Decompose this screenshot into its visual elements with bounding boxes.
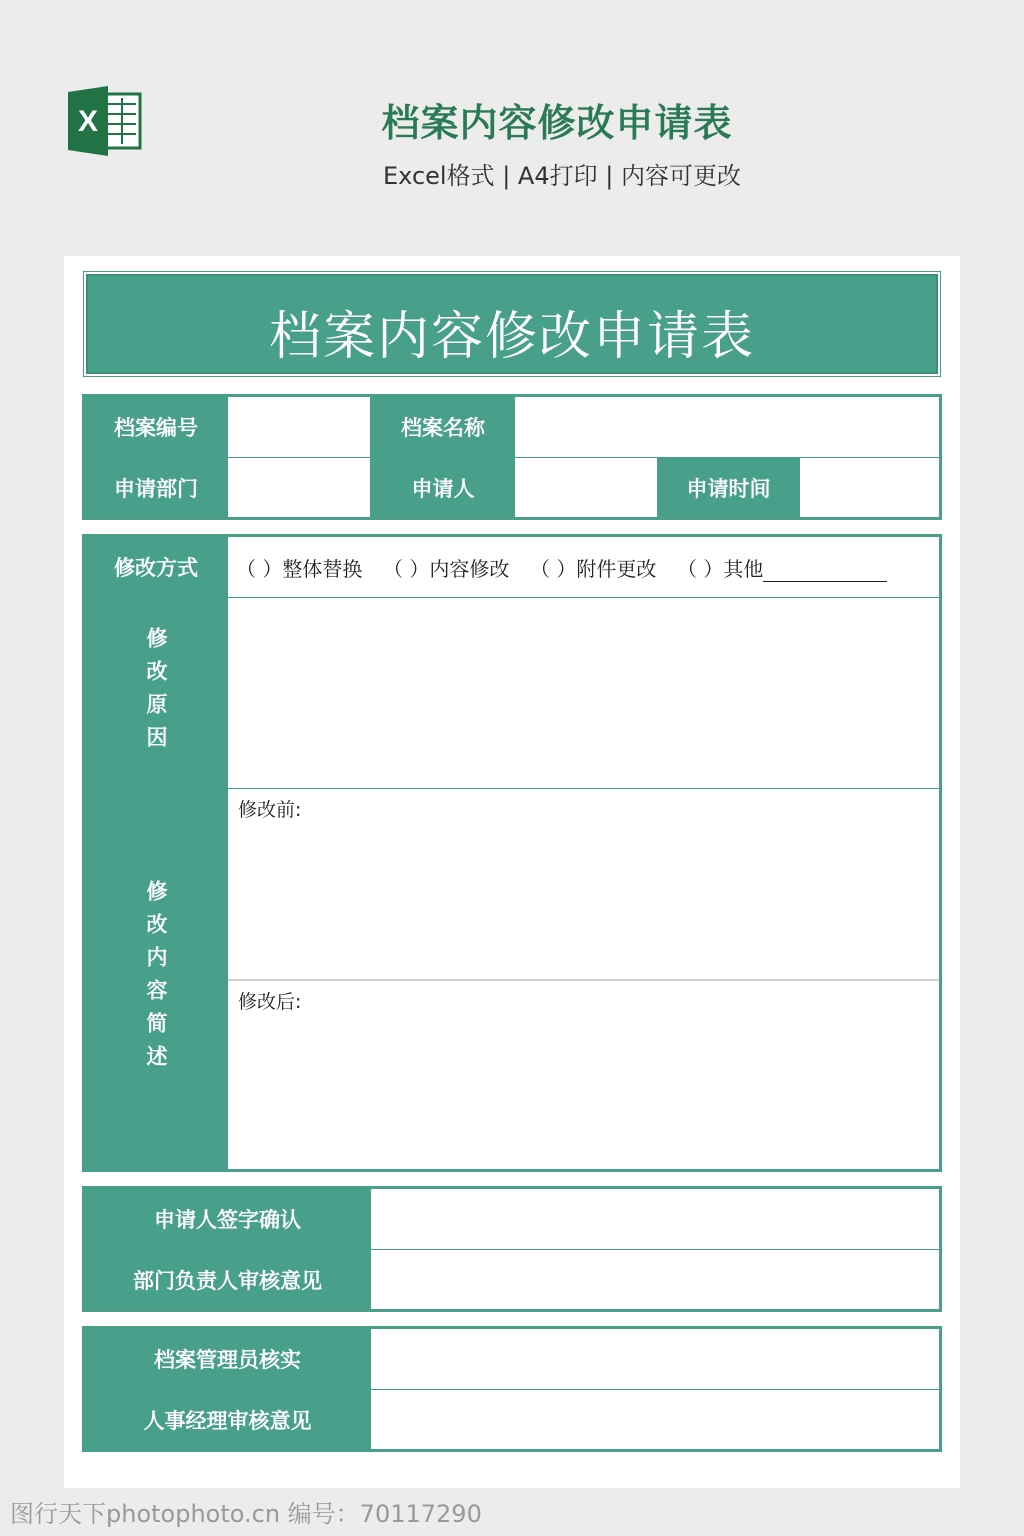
- modify-block: [82, 534, 942, 1172]
- file-name-label: 档案名称: [372, 397, 514, 457]
- before-modify-field[interactable]: [228, 789, 939, 979]
- form-banner-title: 档案内容修改申请表: [268, 307, 755, 367]
- archivist-field[interactable]: [371, 1329, 939, 1389]
- applicant-sign-label: 申请人签字确认: [85, 1189, 370, 1249]
- before-modify-label: 修改前:: [238, 799, 302, 821]
- form-sheet: [64, 256, 960, 1488]
- other-blank-line[interactable]: [763, 561, 887, 582]
- department-label: 申请部门: [85, 458, 227, 517]
- page-subtitle: Excel格式 | A4打印 | 内容可更改: [383, 162, 741, 190]
- after-modify-label: 修改后:: [238, 991, 302, 1013]
- applicant-field[interactable]: [515, 458, 657, 517]
- applicant-label: 申请人: [372, 458, 514, 517]
- modify-method-label: 修改方式: [85, 537, 227, 597]
- watermark: 图行天下photophoto.cn 编号：70117290: [10, 1500, 482, 1528]
- sign-block: [82, 1186, 942, 1312]
- file-number-label: 档案编号: [85, 397, 227, 457]
- apply-time-label: 申请时间: [658, 458, 799, 517]
- option-other[interactable]: [677, 553, 887, 582]
- form-banner: [86, 274, 938, 374]
- modify-content-label: 修改内容简述: [85, 789, 227, 1169]
- apply-time-field[interactable]: [800, 458, 939, 517]
- dept-head-field[interactable]: [371, 1250, 939, 1309]
- file-number-field[interactable]: [228, 397, 370, 457]
- option-other-label: （ ）其他: [677, 556, 764, 581]
- file-name-field[interactable]: [515, 397, 939, 457]
- modify-reason-label: 修改原因: [85, 598, 227, 788]
- option-whole-replace[interactable]: （ ）整体替换: [236, 556, 363, 581]
- excel-logo-letter: X: [77, 105, 99, 138]
- after-modify-field[interactable]: [228, 981, 939, 1169]
- hr-manager-field[interactable]: [371, 1390, 939, 1449]
- dept-head-label: 部门负责人审核意见: [85, 1250, 370, 1309]
- option-content-modify[interactable]: （ ）内容修改: [383, 556, 510, 581]
- applicant-sign-field[interactable]: [371, 1189, 939, 1249]
- modify-reason-field[interactable]: [228, 598, 939, 788]
- hr-manager-label: 人事经理审核意见: [85, 1390, 370, 1449]
- archivist-label: 档案管理员核实: [85, 1329, 370, 1389]
- page-title: 档案内容修改申请表: [381, 101, 733, 145]
- option-attachment-change[interactable]: （ ）附件更改: [530, 556, 657, 581]
- verify-block: [82, 1326, 942, 1452]
- modify-method-options: [228, 537, 939, 597]
- department-field[interactable]: [228, 458, 370, 517]
- info-block: [82, 394, 942, 520]
